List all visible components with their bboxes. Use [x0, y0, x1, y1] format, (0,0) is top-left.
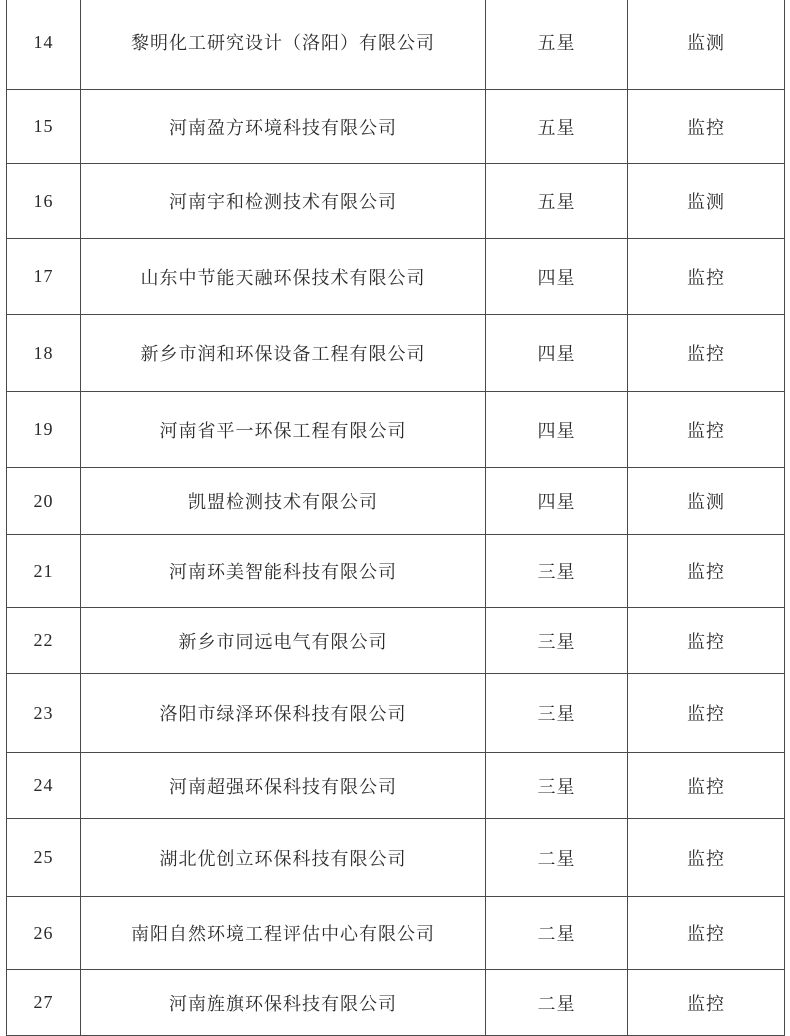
company-name: 凯盟检测技术有限公司 [81, 468, 486, 535]
company-name: 新乡市同远电气有限公司 [81, 608, 486, 674]
table-row [7, 0, 785, 90]
row-number: 19 [7, 392, 81, 468]
service-type: 监控 [628, 897, 785, 970]
star-level: 四星 [486, 468, 628, 535]
table-row [7, 468, 785, 535]
table-row [7, 535, 785, 608]
star-level: 三星 [486, 753, 628, 819]
star-level: 四星 [486, 315, 628, 392]
table-row [7, 164, 785, 239]
service-type: 监控 [628, 90, 785, 164]
table-row [7, 674, 785, 753]
star-level: 三星 [486, 535, 628, 608]
row-number: 17 [7, 239, 81, 315]
row-number: 14 [7, 0, 81, 90]
company-name: 河南省平一环保工程有限公司 [81, 392, 486, 468]
company-name: 河南宇和检测技术有限公司 [81, 164, 486, 239]
row-number: 18 [7, 315, 81, 392]
table-row [7, 753, 785, 819]
company-name: 黎明化工研究设计（洛阳）有限公司 [81, 0, 486, 90]
company-name: 湖北优创立环保科技有限公司 [81, 819, 486, 897]
service-type: 监控 [628, 392, 785, 468]
table-row [7, 897, 785, 970]
service-type: 监控 [628, 315, 785, 392]
row-number: 22 [7, 608, 81, 674]
table-row [7, 392, 785, 468]
company-name: 山东中节能天融环保技术有限公司 [81, 239, 486, 315]
star-level: 五星 [486, 164, 628, 239]
service-type: 监控 [628, 753, 785, 819]
table-row [7, 90, 785, 164]
company-name: 洛阳市绿泽环保科技有限公司 [81, 674, 486, 753]
star-level: 四星 [486, 239, 628, 315]
table-row [7, 819, 785, 897]
table-row [7, 970, 785, 1036]
service-type: 监控 [628, 239, 785, 315]
company-rating-table [6, 0, 785, 1036]
service-type: 监控 [628, 819, 785, 897]
company-name: 南阳自然环境工程评估中心有限公司 [81, 897, 486, 970]
service-type: 监控 [628, 535, 785, 608]
star-level: 四星 [486, 392, 628, 468]
row-number: 27 [7, 970, 81, 1036]
row-number: 23 [7, 674, 81, 753]
service-type: 监控 [628, 608, 785, 674]
star-level: 二星 [486, 970, 628, 1036]
row-number: 20 [7, 468, 81, 535]
service-type: 监控 [628, 674, 785, 753]
table-row [7, 315, 785, 392]
row-number: 21 [7, 535, 81, 608]
row-number: 26 [7, 897, 81, 970]
star-level: 三星 [486, 608, 628, 674]
star-level: 二星 [486, 819, 628, 897]
star-level: 五星 [486, 0, 628, 90]
star-level: 五星 [486, 90, 628, 164]
service-type: 监测 [628, 164, 785, 239]
company-name: 新乡市润和环保设备工程有限公司 [81, 315, 486, 392]
star-level: 三星 [486, 674, 628, 753]
table-row [7, 239, 785, 315]
company-name: 河南超强环保科技有限公司 [81, 753, 486, 819]
company-name: 河南盈方环境科技有限公司 [81, 90, 486, 164]
row-number: 25 [7, 819, 81, 897]
company-name: 河南环美智能科技有限公司 [81, 535, 486, 608]
service-type: 监测 [628, 468, 785, 535]
row-number: 24 [7, 753, 81, 819]
row-number: 16 [7, 164, 81, 239]
service-type: 监测 [628, 0, 785, 90]
table-row [7, 608, 785, 674]
company-name: 河南旌旗环保科技有限公司 [81, 970, 486, 1036]
star-level: 二星 [486, 897, 628, 970]
row-number: 15 [7, 90, 81, 164]
service-type: 监控 [628, 970, 785, 1036]
